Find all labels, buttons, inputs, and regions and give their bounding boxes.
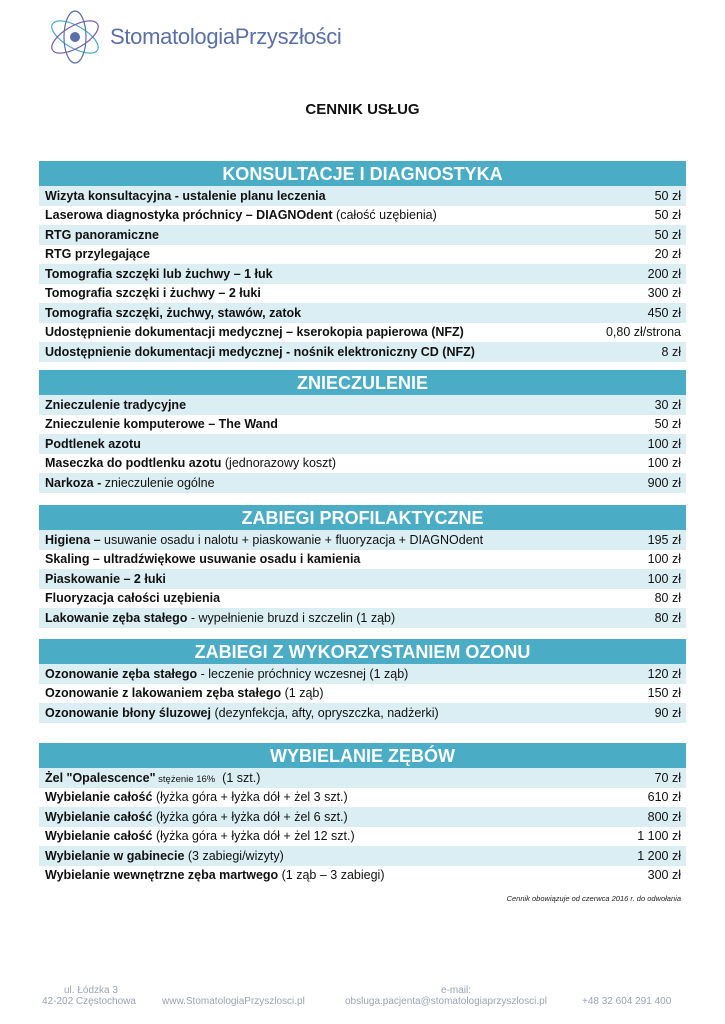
service-price: 50 zł bbox=[654, 227, 681, 242]
price-row bbox=[39, 827, 686, 847]
section-heading: ZNIECZULENIE bbox=[39, 370, 686, 395]
price-row bbox=[39, 807, 686, 827]
footer-phone: +48 32 604 291 400 bbox=[582, 996, 672, 1007]
price-row bbox=[39, 225, 686, 245]
service-name bbox=[45, 849, 284, 863]
price-row bbox=[39, 473, 686, 493]
service-price: 150 zł bbox=[647, 686, 681, 701]
service-name bbox=[45, 267, 273, 281]
service-name-bold: Wybielanie całość bbox=[45, 790, 153, 805]
service-name-bold: Higiena – bbox=[45, 532, 101, 547]
service-name bbox=[45, 437, 141, 451]
service-name bbox=[45, 228, 159, 242]
footer-city: 42-202 Częstochowa bbox=[42, 996, 136, 1007]
price-row bbox=[39, 264, 686, 284]
service-name-bold: Wybielanie wewnętrzne zęba martwego bbox=[45, 868, 279, 883]
logo bbox=[42, 6, 342, 68]
logo-text: StomatologiaPrzyszłości bbox=[110, 24, 342, 49]
service-price: 80 zł bbox=[654, 610, 681, 625]
service-price: 50 zł bbox=[654, 208, 681, 223]
price-row bbox=[39, 866, 686, 886]
service-price: 610 zł bbox=[647, 790, 681, 805]
service-name-bold: RTG panoramiczne bbox=[45, 227, 159, 242]
service-name bbox=[45, 810, 348, 824]
service-price: 100 zł bbox=[647, 456, 681, 471]
service-detail: - wypełnienie bruzd i szczelin (1 ząb) bbox=[187, 610, 396, 625]
service-name bbox=[45, 572, 166, 586]
section-heading: WYBIELANIE ZĘBÓW bbox=[39, 743, 686, 768]
service-price: 195 zł bbox=[647, 532, 681, 547]
price-section bbox=[39, 370, 686, 493]
price-row bbox=[39, 550, 686, 570]
service-detail: (łyżka góra + łyżka dół + żel 6 szt.) bbox=[152, 809, 348, 824]
service-name-bold: Wybielanie całość bbox=[45, 829, 153, 844]
service-name bbox=[45, 398, 186, 412]
service-price: 20 zł bbox=[654, 247, 681, 262]
service-detail: (1 ząb) bbox=[281, 686, 324, 701]
section-heading: ZABIEGI Z WYKORZYSTANIEM OZONU bbox=[39, 639, 686, 664]
section-rows bbox=[39, 768, 686, 885]
service-price: 0,80 zł/strona bbox=[605, 325, 681, 340]
price-row bbox=[39, 434, 686, 454]
service-name bbox=[45, 686, 324, 700]
price-row bbox=[39, 186, 686, 206]
service-name bbox=[45, 771, 260, 785]
footer-email-link[interactable]: obsluga.pacjenta@stomatologiaprzyszlosci.pl bbox=[345, 996, 547, 1007]
price-row bbox=[39, 303, 686, 323]
service-name bbox=[45, 417, 278, 431]
service-name-bold: Wizyta konsultacyjna - ustalenie planu leczenia bbox=[45, 188, 326, 203]
service-price: 1 100 zł bbox=[637, 829, 681, 844]
service-name-bold: Wybielanie w gabinecie bbox=[45, 848, 185, 863]
service-name bbox=[45, 611, 395, 625]
service-price: 1 200 zł bbox=[637, 848, 681, 863]
service-name bbox=[45, 476, 215, 490]
price-row bbox=[39, 569, 686, 589]
service-name-bold: Piaskowanie – 2 łuki bbox=[45, 571, 166, 586]
service-detail: znieczulenie ogólne bbox=[101, 475, 215, 490]
price-row bbox=[39, 703, 686, 723]
service-name bbox=[45, 208, 437, 222]
service-price: 800 zł bbox=[647, 809, 681, 824]
service-name bbox=[45, 286, 261, 300]
price-section bbox=[39, 505, 686, 628]
service-price: 200 zł bbox=[647, 266, 681, 281]
price-section bbox=[39, 639, 686, 723]
service-name-bold: Wybielanie całość bbox=[45, 809, 153, 824]
service-price: 80 zł bbox=[654, 591, 681, 606]
service-price: 100 zł bbox=[647, 436, 681, 451]
service-price: 900 zł bbox=[647, 475, 681, 490]
service-concentration: stężenie 16% bbox=[155, 773, 216, 785]
service-price: 50 zł bbox=[654, 188, 681, 203]
service-detail: (1 ząb – 3 zabiegi) bbox=[278, 868, 385, 883]
service-price: 50 zł bbox=[654, 417, 681, 432]
service-detail: (jednorazowy koszt) bbox=[221, 456, 337, 471]
service-name bbox=[45, 667, 408, 681]
service-name bbox=[45, 533, 483, 547]
service-detail: (łyżka góra + łyżka dół + żel 12 szt.) bbox=[152, 829, 355, 844]
service-price: 70 zł bbox=[654, 770, 681, 785]
price-row bbox=[39, 395, 686, 415]
price-row bbox=[39, 589, 686, 609]
section-rows bbox=[39, 530, 686, 628]
price-row bbox=[39, 788, 686, 808]
service-name-bold: Tomografia szczęki i żuchwy – 2 łuki bbox=[45, 286, 261, 301]
service-name bbox=[45, 790, 348, 804]
service-name bbox=[45, 189, 326, 203]
price-row bbox=[39, 454, 686, 474]
footer-street: ul. Łódzka 3 bbox=[64, 985, 118, 996]
service-detail: (łyżka góra + łyżka dół + żel 3 szt.) bbox=[152, 790, 348, 805]
page-title: CENNIK USŁUG bbox=[305, 101, 420, 118]
service-name-bold: Znieczulenie komputerowe – The Wand bbox=[45, 417, 278, 432]
price-row bbox=[39, 245, 686, 265]
price-row bbox=[39, 415, 686, 435]
service-name bbox=[45, 552, 360, 566]
service-name-bold: RTG przylegające bbox=[45, 247, 150, 262]
service-name bbox=[45, 829, 355, 843]
service-price: 300 zł bbox=[647, 286, 681, 301]
price-row bbox=[39, 530, 686, 550]
price-row bbox=[39, 846, 686, 866]
section-heading: ZABIEGI PROFILAKTYCZNE bbox=[39, 505, 686, 530]
service-price: 100 zł bbox=[647, 571, 681, 586]
price-row bbox=[39, 684, 686, 704]
service-name-bold: Udostępnienie dokumentacji medycznej – kserokopia papierowa (NFZ) bbox=[45, 325, 464, 340]
service-price: 120 zł bbox=[647, 666, 681, 681]
price-section bbox=[39, 743, 686, 885]
service-name-bold: Maseczka do podtlenku azotu bbox=[45, 456, 222, 471]
footer-website-link[interactable]: www.StomatologiaPrzyszlosci.pl bbox=[162, 996, 305, 1007]
service-name-bold: Ozonowanie zęba stałego bbox=[45, 666, 198, 681]
section-rows bbox=[39, 664, 686, 723]
service-name bbox=[45, 306, 301, 320]
price-row bbox=[39, 664, 686, 684]
section-heading: KONSULTACJE I DIAGNOSTYKA bbox=[39, 161, 686, 186]
service-detail: (dezynfekcja, afty, opryszczka, nadżerki) bbox=[211, 705, 439, 720]
price-row bbox=[39, 284, 686, 304]
service-name bbox=[45, 345, 475, 359]
service-name bbox=[45, 325, 464, 339]
price-row bbox=[39, 342, 686, 362]
service-detail: (3 zabiegi/wizyty) bbox=[184, 848, 284, 863]
service-name bbox=[45, 868, 384, 882]
service-name-bold: Tomografia szczęki, żuchwy, stawów, zatok bbox=[45, 305, 302, 320]
service-name-bold: Ozonowanie z lakowaniem zęba stałego bbox=[45, 686, 282, 701]
service-name bbox=[45, 706, 439, 720]
service-price: 300 zł bbox=[647, 868, 681, 883]
service-name-bold: Fluoryzacja całości uzębienia bbox=[45, 591, 221, 606]
service-price: 8 zł bbox=[661, 344, 681, 359]
footer-email-label: e-mail: bbox=[441, 985, 472, 996]
service-name-bold: Lakowanie zęba stałego bbox=[45, 610, 188, 625]
service-detail: usuwanie osadu i nalotu + piaskowanie + fluoryzacja + DIAGNOdent bbox=[100, 532, 484, 547]
service-name-bold: Narkoza - bbox=[45, 475, 102, 490]
service-name bbox=[45, 591, 220, 605]
service-price: 100 zł bbox=[647, 552, 681, 567]
logo-icon bbox=[42, 6, 108, 68]
price-row bbox=[39, 323, 686, 343]
service-detail: (1 szt.) bbox=[215, 770, 261, 785]
service-name bbox=[45, 247, 150, 261]
price-row bbox=[39, 768, 686, 788]
service-price: 450 zł bbox=[647, 305, 681, 320]
section-rows bbox=[39, 186, 686, 362]
section-rows bbox=[39, 395, 686, 493]
service-name-bold: Udostępnienie dokumentacji medycznej - nośnik elektroniczny CD (NFZ) bbox=[45, 344, 475, 359]
service-name-bold: Znieczulenie tradycyjne bbox=[45, 397, 187, 412]
service-name bbox=[45, 456, 336, 470]
price-row bbox=[39, 206, 686, 226]
service-price: 90 zł bbox=[654, 705, 681, 720]
service-name-bold: Skaling – ultradźwiękowe usuwanie osadu i kamienia bbox=[45, 552, 361, 567]
price-row bbox=[39, 608, 686, 628]
service-price: 30 zł bbox=[654, 397, 681, 412]
service-name-bold: Tomografia szczęki lub żuchwy – 1 łuk bbox=[45, 266, 273, 281]
service-detail: - leczenie próchnicy wczesnej (1 ząb) bbox=[197, 666, 409, 681]
service-name-bold: Żel "Opalescence" bbox=[45, 770, 156, 785]
service-name-bold: Laserowa diagnostyka próchnicy – DIAGNOdent bbox=[45, 208, 333, 223]
service-name-bold: Podtlenek azotu bbox=[45, 436, 141, 451]
price-section bbox=[39, 161, 686, 362]
service-detail: (całość uzębienia) bbox=[332, 208, 437, 223]
validity-note: Cennik obowiązuje od czerwca 2016 r. do odwołania bbox=[506, 894, 681, 903]
service-name-bold: Ozonowanie błony śluzowej bbox=[45, 705, 211, 720]
